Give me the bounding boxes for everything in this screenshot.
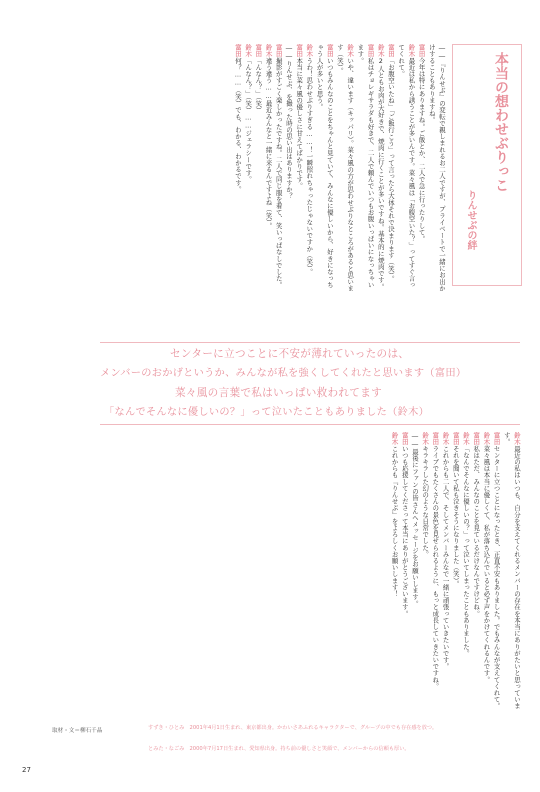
article-subtitle: りんせぶの絆	[465, 190, 476, 250]
writer-credit: 取材・文＝柳石千晶	[52, 728, 103, 734]
speaker-name: 鈴木	[305, 44, 314, 58]
lower-col-1: 鈴木最近の私はいつも、自分を支えてくれるメンバーの存在を本当にありがたいと思っています。	[502, 432, 521, 710]
lower-col-11: 富田いつも応援してくださって本当にありがとうございます。	[400, 432, 409, 617]
upper-col-10: 富田本当に菜々風の優しさに甘えてばかりです。	[295, 44, 304, 190]
speaker-name: 鈴木	[461, 432, 470, 446]
speaker-name: 鈴木	[264, 44, 273, 58]
upper-col-9: 鈴木うわ！思わせぶりすぎる……！一瞬照れちゃったじゃないですか（笑）。	[305, 44, 314, 276]
profile-tomita: とみた・なごみ 2000年7月17日生まれ、愛知県出身。持ち前の優しさと笑顔で、メンバーからの信頼も厚い。	[148, 746, 410, 752]
speaker-name: 鈴木	[390, 432, 399, 446]
quote-line-4: 「なんでそんなに優しいの？」って泣いたこともありました（鈴木）	[104, 407, 430, 418]
upper-body	[22, 44, 447, 292]
lower-col-6: 富田それを聞いて私も泣きそうになりました（笑）。	[451, 432, 460, 588]
profile-suzuki: すずき・ひとみ 2001年4月1日生まれ、東京都出身。かわいさあふれるキャラクターで、グループの中でも存在感を放つ。	[148, 725, 438, 731]
speaker-name: 富田	[325, 44, 334, 58]
upper-col-13: 鈴木違う違う……最近みんなと一緒に来るんですよね（笑）。	[264, 44, 273, 229]
speaker-name: 富田	[274, 44, 283, 58]
speaker-name: 鈴木	[376, 44, 385, 58]
upper-col-14: 富田「んなん？」（笑）	[254, 44, 263, 114]
lower-col-8: 富田ライブでもたくさんの景色を見せられるように、もっと成長していきたいですね。	[431, 432, 440, 690]
lower-col-4: 富田私はただ、みんなのことを見ているだけなんですけどね。	[472, 432, 481, 617]
quote-line-2: メンバーのおかげというか、みんなが私を強くしてくれたと思います（富田）	[100, 368, 467, 379]
lower-col-10: ――最後にファンの皆さんへメッセージをお願いします。	[410, 432, 419, 607]
lower-col-5: 鈴木「なんでそんなに優しいの？」って泣いてしまったこともありました。	[461, 432, 470, 657]
lower-body	[22, 432, 522, 717]
lower-col-7: 鈴木これからも二人で、そしてメンバーみんなで一緒に頑張っていきたいです。	[441, 432, 450, 670]
page-number: 27	[22, 766, 31, 774]
upper-col-6: 富田私はチョレギサラダも好きで、二人で頼んでいつもお腹いっぱいになっちゃいます。	[356, 44, 375, 289]
speaker-name: 富田	[451, 432, 460, 446]
upper-col-11: ――りんせぶ、を撮った時の思い出はありますか？	[284, 44, 293, 199]
quote-rule-bottom	[100, 424, 520, 425]
upper-col-15: 鈴木「んなん？」（笑）……ジェラシーです。	[244, 44, 253, 183]
lower-col-9: 鈴木キラキラした幻のような日常でした。	[421, 432, 430, 558]
upper-col-8: 富田いつもみんなのことをちゃんと見ていて、みんなに優しいから、好きになっちゃう人が多いと思う。	[315, 44, 334, 289]
speaker-name: 鈴木	[482, 432, 491, 446]
speaker-name: 富田	[254, 44, 263, 58]
upper-col-7: 鈴木いや、違います（キッパリ）。菜々風の方が思わせぶりなところがあると思います（笑）。	[335, 44, 355, 292]
lower-col-2: 富田センターに立つことになったとき、正直不安もありました。でもみんなが支えてくれて。	[492, 432, 501, 710]
lower-col-3: 鈴木菜々風は本当に優しくて、私が落ち込んでいると必ず声をかけてくれるんです。	[482, 432, 491, 683]
speaker-name: 鈴木	[421, 432, 430, 446]
upper-col-4: 富田「お腹空いたね」「ご飯行こう」って言ったら大体それで決まります（笑）。	[386, 44, 395, 282]
upper-col-5: 鈴木2人ともお肉が大好きで、焼肉に行くことが多いですね。基本的に焼肉です。	[376, 44, 385, 290]
article-title: 本当の想わせぶりっこ	[493, 52, 509, 192]
quote-line-1: センターに立つことに不安が薄れていったのは、	[170, 348, 410, 360]
quote-rule-top	[100, 342, 520, 343]
speaker-name: 富田	[431, 432, 440, 446]
speaker-name: 鈴木	[244, 44, 253, 58]
quote-line-3: 菜々風の言葉で私はいっぱい救われてます	[175, 387, 382, 399]
upper-col-2: 富田今年は特にありますね。ご飯とか、二人で急に行ったりして。	[417, 44, 426, 243]
upper-col-1: ――『りんせぶ』の変転で親しまれるお二人ですが、プライベートで一緒にお出かけすることもありますね。	[427, 44, 446, 292]
speaker-name: 富田	[417, 44, 426, 58]
speaker-name: 富田	[492, 432, 501, 446]
speaker-name: 富田	[400, 432, 409, 446]
speaker-name: 鈴木	[513, 432, 521, 446]
speaker-name: 富田	[295, 44, 304, 58]
upper-col-12: 富田撮影がすごく楽しかったですね。二人で同じ服を着て、笑いっぱなしでした。	[274, 44, 283, 289]
upper-col-3: 鈴木最近は私から誘うことが多いんです。菜々風は「お腹空いた？」ってすぐ言ってくれて。	[397, 44, 416, 289]
speaker-name: 鈴木	[407, 44, 416, 58]
speaker-name: 富田	[472, 432, 481, 446]
speaker-name: 富田	[386, 44, 395, 58]
speaker-name: 鈴木	[441, 432, 450, 446]
upper-col-16: 富田何？……（笑）でも、わかる、わかるです。	[233, 44, 242, 193]
speaker-name: 富田	[366, 44, 375, 58]
speaker-name: 鈴木	[346, 44, 355, 58]
speaker-name: 富田	[233, 44, 242, 58]
lower-col-12: 鈴木これからも『りんせぶ』をよろしくお願いします！	[390, 432, 399, 598]
